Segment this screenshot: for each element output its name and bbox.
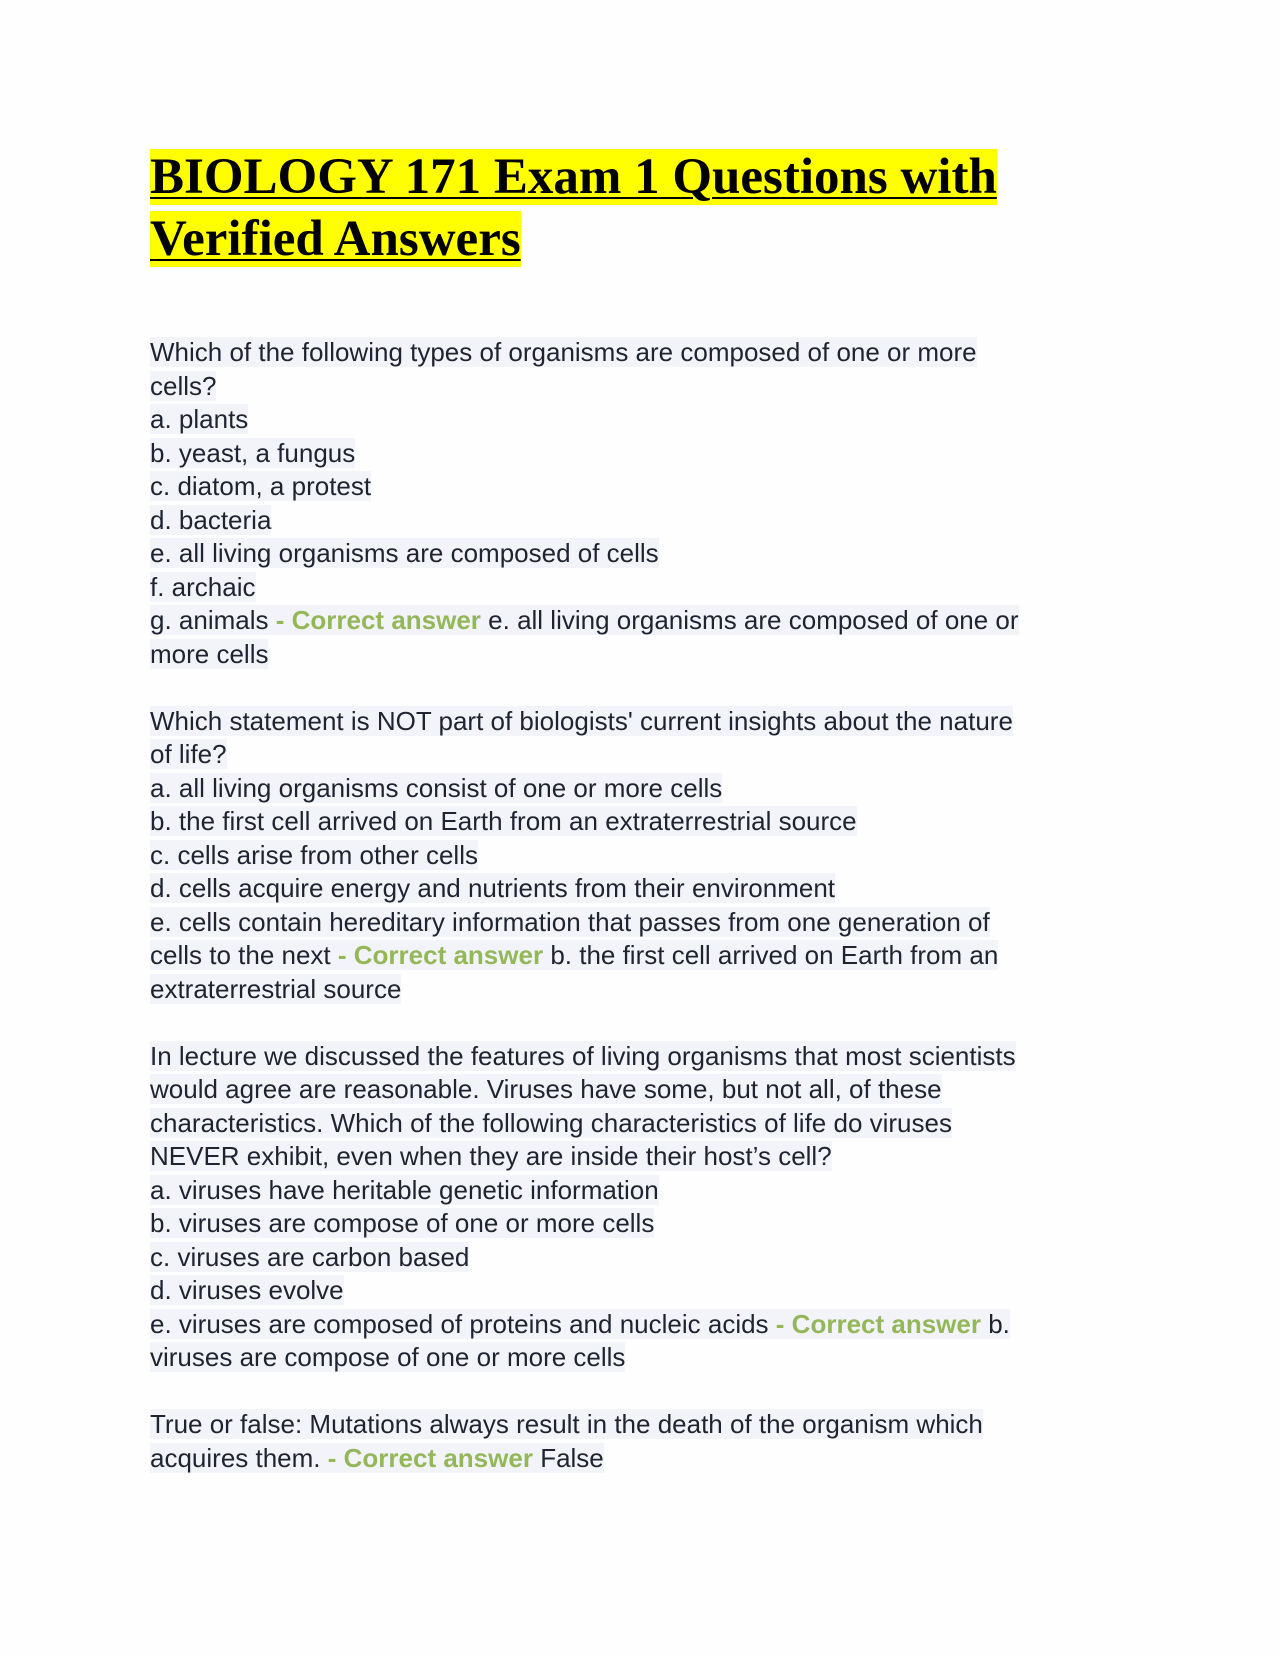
document-page <box>150 146 1140 1509</box>
title-line-1: BIOLOGY 171 Exam 1 Questions with <box>150 149 997 205</box>
answer-option: d. cells acquire energy and nutrients from their environment <box>150 873 836 903</box>
answer-option: a. viruses have heritable genetic information <box>150 1174 659 1205</box>
answer-option: a. plants <box>150 404 249 434</box>
question-stem-line: True or false: Mutations always result in the death of the organism which <box>150 1409 983 1439</box>
question-stem-line: Which of the following types of organisms are composed of one or more <box>150 337 977 367</box>
title-line-2: Verified Answers <box>150 211 521 267</box>
correct-answer-text: extraterrestrial source <box>150 973 402 1004</box>
question-block-1 <box>150 336 1140 671</box>
correct-answer-text: b. <box>988 1308 1010 1339</box>
question-block-3 <box>150 1040 1140 1375</box>
answer-option: a. all living organisms consist of one or more cells <box>150 772 723 803</box>
question-stem-line: cells? <box>150 370 217 401</box>
correct-answer-label: - Correct answer <box>337 940 544 970</box>
answer-option: c. diatom, a protest <box>150 471 372 501</box>
question-stem-line: characteristics. Which of the following characteristics of life do viruses <box>150 1107 952 1138</box>
answer-option: e. viruses are composed of proteins and nucleic acids <box>150 1308 769 1339</box>
answer-option: b. yeast, a fungus <box>150 437 356 468</box>
question-stem-line: Which statement is NOT part of biologists' current insights about the nature <box>150 705 1013 736</box>
question-stem-line: NEVER exhibit, even when they are inside their host’s cell? <box>150 1141 832 1171</box>
answer-option: b. the first cell arrived on Earth from an extraterrestrial source <box>150 806 857 836</box>
question-stem-line: would agree are reasonable. Viruses have some, but not all, of these <box>150 1074 942 1104</box>
answer-line <box>150 939 1140 973</box>
correct-answer-text: viruses are compose of one or more cells <box>150 1342 626 1372</box>
document-title <box>150 146 1140 270</box>
answer-option: f. archaic <box>150 571 256 602</box>
answer-option: e. cells contain hereditary information that passes from one generation of <box>150 906 990 937</box>
answer-option: g. animals <box>150 605 269 635</box>
answer-option: c. cells arise from other cells <box>150 839 478 870</box>
answer-option: c. viruses are carbon based <box>150 1241 470 1272</box>
question-block-2 <box>150 705 1140 1007</box>
correct-answer-text: e. all living organisms are composed of one or <box>488 605 1019 635</box>
correct-answer-label: - Correct answer <box>775 1308 981 1339</box>
answer-line <box>150 1442 1140 1476</box>
question-list <box>150 336 1140 1475</box>
question-block-4 <box>150 1408 1140 1475</box>
correct-answer-text: more cells <box>150 638 269 669</box>
answer-option-continuation: cells to the next <box>150 940 331 970</box>
question-stem-line: In lecture we discussed the features of living organisms that most scientists <box>150 1040 1016 1071</box>
correct-answer-text: False <box>540 1442 604 1473</box>
correct-answer-label: - Correct answer <box>327 1442 533 1473</box>
answer-line <box>150 604 1140 638</box>
answer-option: d. viruses evolve <box>150 1275 344 1305</box>
answer-option: e. all living organisms are composed of cells <box>150 538 659 568</box>
question-stem-line: of life? <box>150 739 227 769</box>
correct-answer-text: b. the first cell arrived on Earth from an <box>550 940 999 970</box>
question-stem-continuation: acquires them. <box>150 1442 321 1473</box>
correct-answer-label: - Correct answer <box>275 605 481 635</box>
answer-option: b. viruses are compose of one or more cells <box>150 1208 655 1238</box>
answer-line <box>150 1308 1140 1342</box>
answer-option: d. bacteria <box>150 504 272 535</box>
